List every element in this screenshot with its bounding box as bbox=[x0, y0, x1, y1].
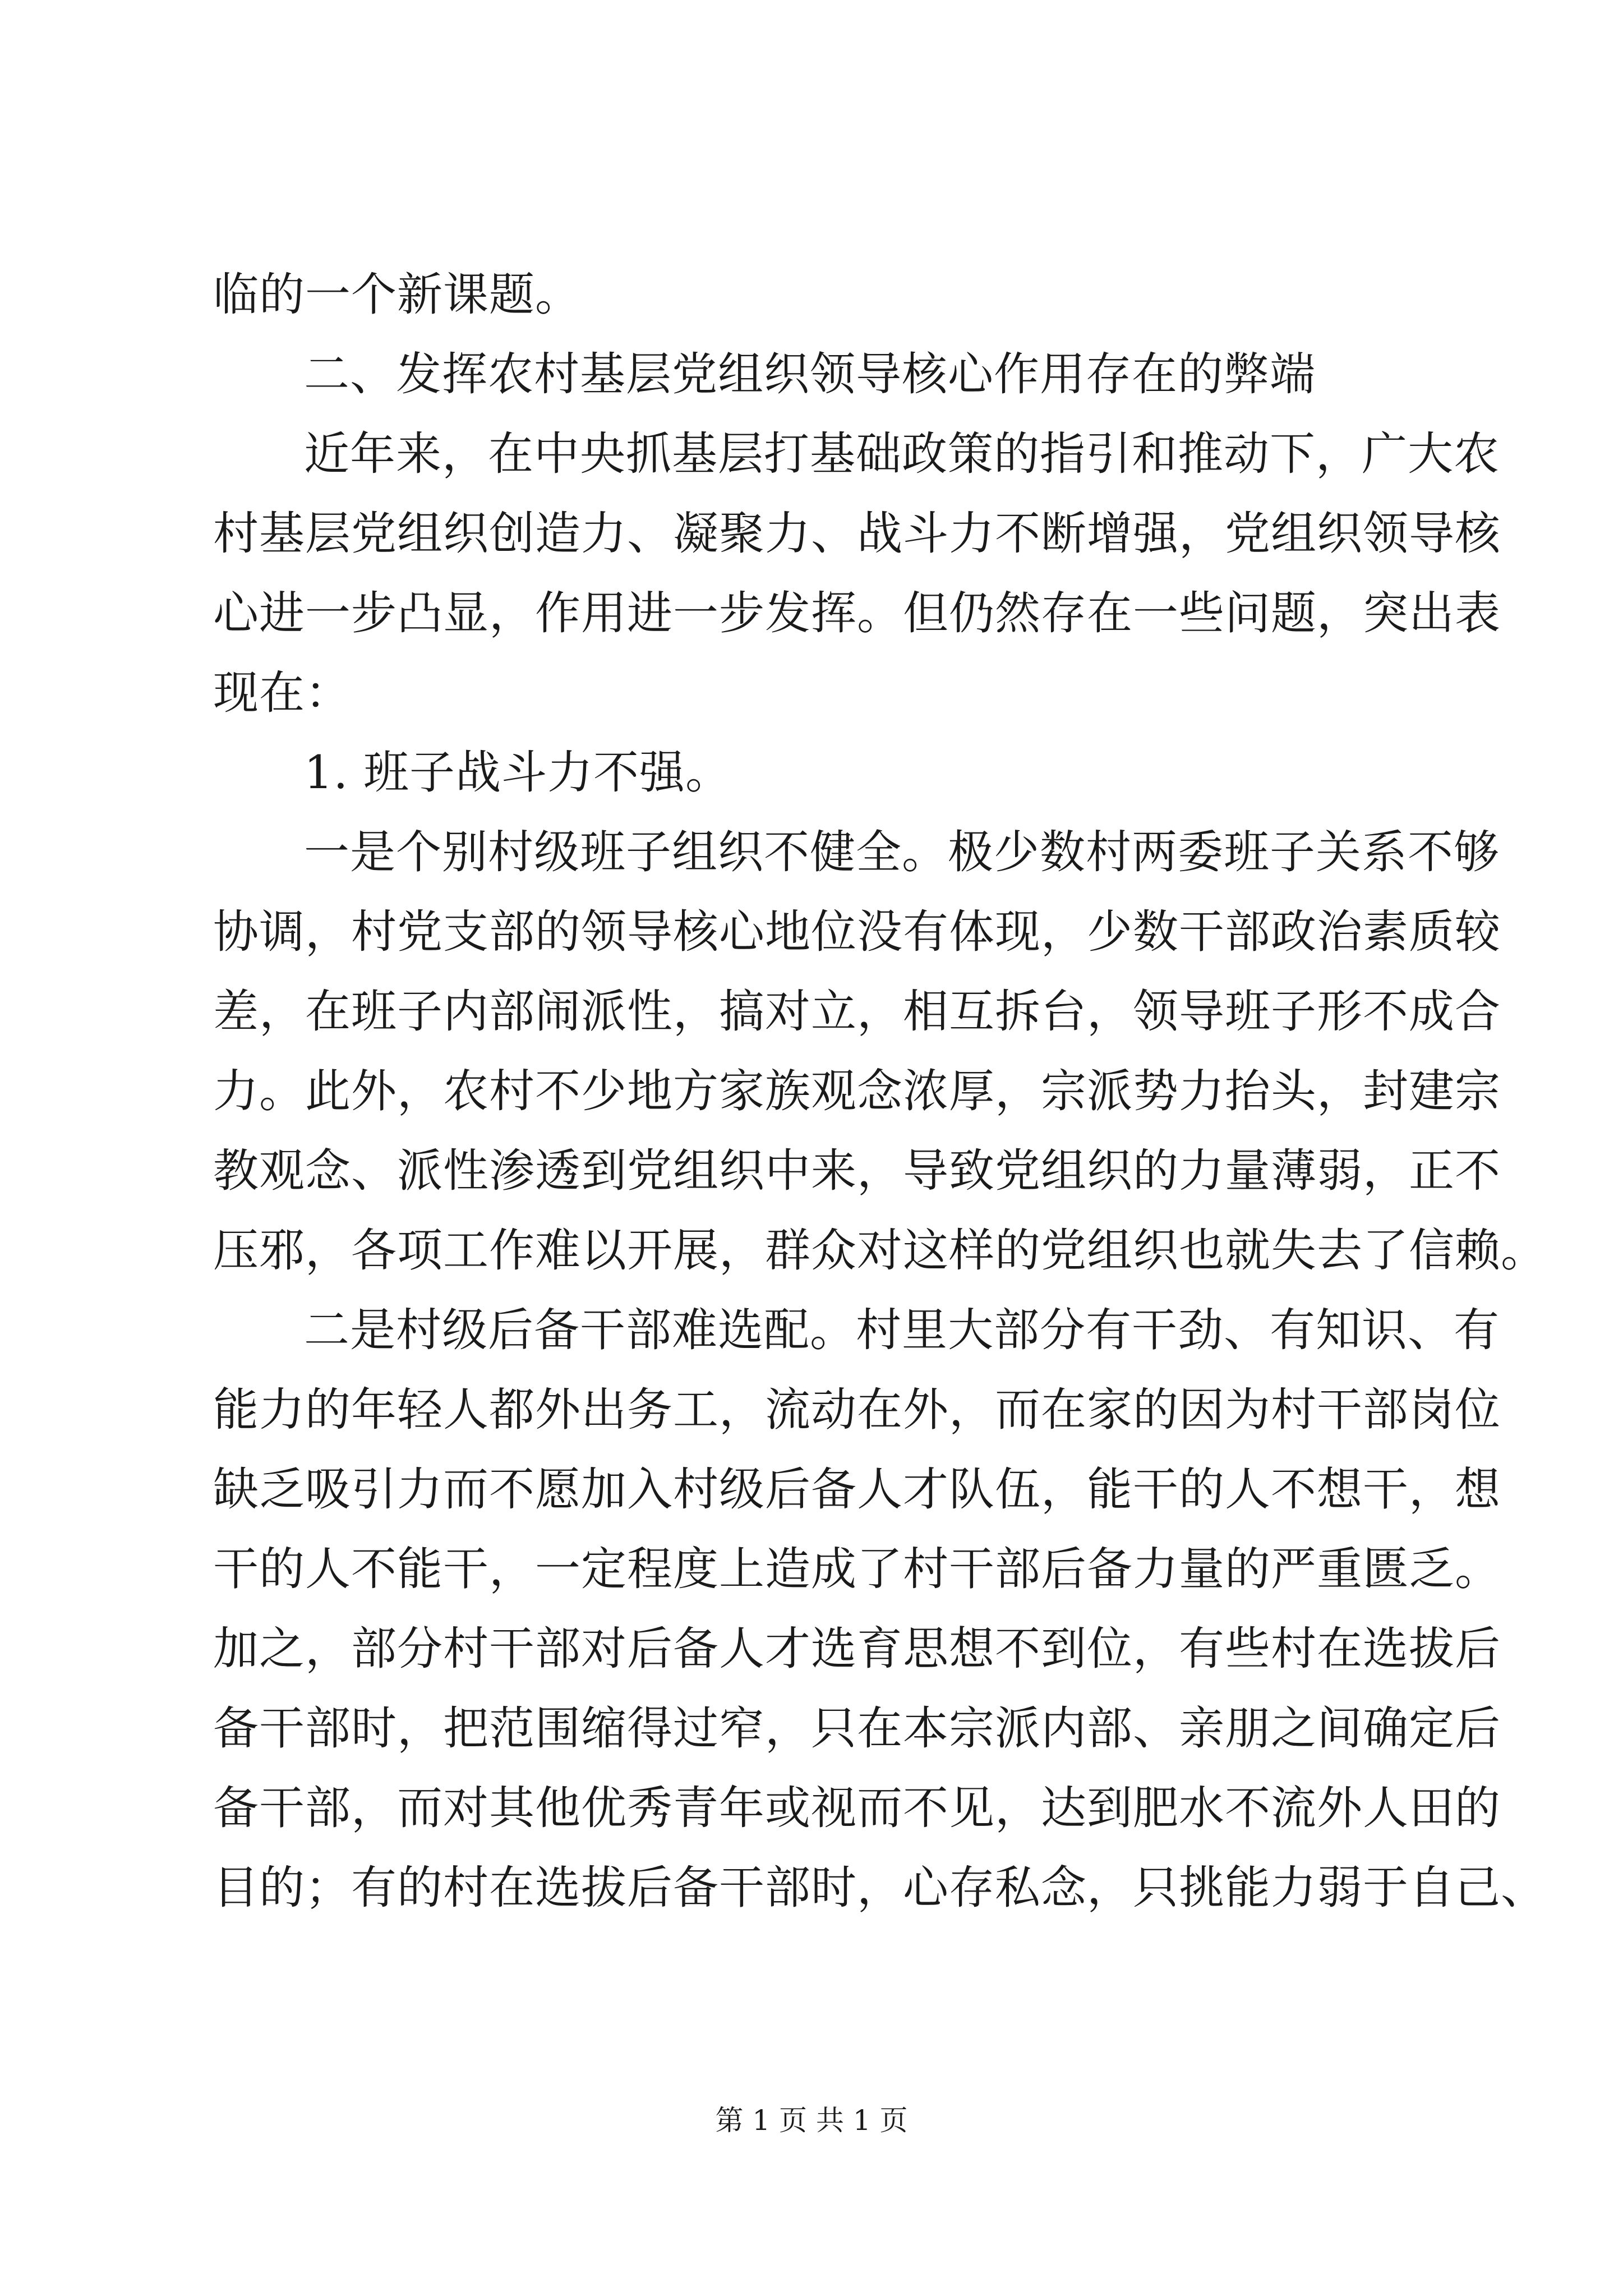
text-line: 缺乏吸引力而不愿加入村级后备人才队伍，能干的人不想干，想 bbox=[213, 1464, 1501, 1516]
text-line: 干的人不能干，一定程度上造成了村干部后备力量的严重匮乏。 bbox=[213, 1543, 1501, 1596]
page-number-label: 第 1 页 共 1 页 bbox=[715, 2104, 908, 2137]
section-heading: 二、发挥农村基层党组织领导核心作用存在的弊端 bbox=[304, 348, 1316, 401]
document-body bbox=[213, 255, 1547, 1928]
text-line: 近年来，在中央抓基层打基础政策的指引和推动下，广大农 bbox=[304, 428, 1500, 481]
text-line: 村基层党组织创造力、凝聚力、战斗力不断增强，党组织领导核 bbox=[213, 508, 1501, 560]
text-line: 协调，村党支部的领导核心地位没有体现，少数干部政治素质较 bbox=[213, 906, 1501, 959]
page-footer bbox=[0, 2101, 1623, 2140]
text-line: 目的；有的村在选拔后备干部时，心存私念，只挑能力弱于自己、 bbox=[213, 1862, 1547, 1915]
text-line: 力。此外，农村不少地方家族观念浓厚，宗派势力抬头，封建宗 bbox=[213, 1065, 1501, 1118]
text-line: 备干部，而对其他优秀青年或视而不见，达到肥水不流外人田的 bbox=[213, 1782, 1501, 1835]
text-line: 加之，部分村干部对后备人才选育思想不到位，有些村在选拔后 bbox=[213, 1623, 1501, 1676]
text-line: 临的一个新课题。 bbox=[213, 269, 582, 321]
text-line: 差，在班子内部闹派性，搞对立，相互拆台，领导班子形不成合 bbox=[213, 986, 1501, 1038]
text-line: 心进一步凸显，作用进一步发挥。但仍然存在一些问题，突出表 bbox=[213, 587, 1501, 640]
text-line: 备干部时，把范围缩得过窄，只在本宗派内部、亲朋之间确定后 bbox=[213, 1703, 1501, 1755]
subsection-heading: 1. 班子战斗力不强。 bbox=[304, 747, 732, 799]
text-line: 现在： bbox=[213, 667, 352, 720]
text-line: 一是个别村级班子组织不健全。极少数村两委班子关系不够 bbox=[304, 826, 1500, 879]
text-line: 二是村级后备干部难选配。村里大部分有干劲、有知识、有 bbox=[304, 1304, 1500, 1357]
text-line: 教观念、派性渗透到党组织中来，导致党组织的力量薄弱，正不 bbox=[213, 1145, 1501, 1198]
text-line: 压邪，各项工作难以开展，群众对这样的党组织也就失去了信赖。 bbox=[213, 1225, 1547, 1277]
text-line: 能力的年轻人都外出务工，流动在外，而在家的因为村干部岗位 bbox=[213, 1384, 1501, 1437]
